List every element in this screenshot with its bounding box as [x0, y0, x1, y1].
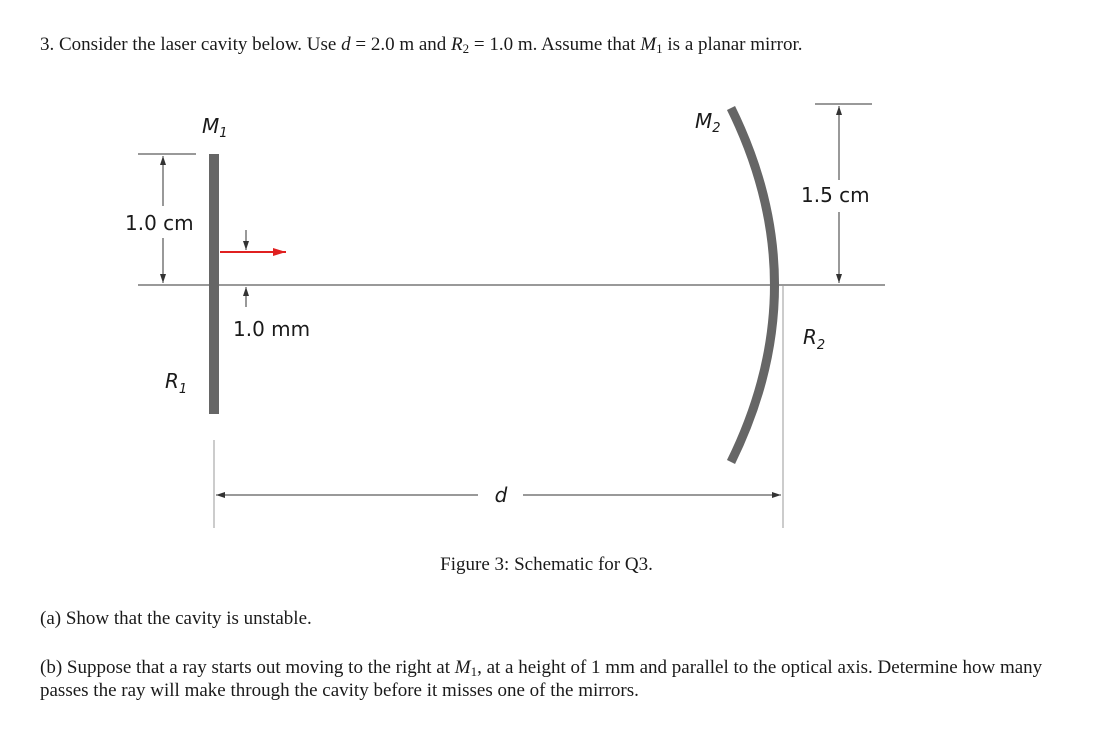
part-a [40, 608, 312, 630]
mirror-m1 [209, 154, 219, 414]
r2-value: = 1.0 m. Assume that [473, 34, 636, 55]
part-b [40, 656, 1050, 702]
m1-symbol: M [640, 34, 657, 55]
part-b-m-subscript: 1 [470, 664, 478, 679]
part-b-label: (b) [40, 657, 63, 678]
m1-label: $M_1$ [202, 114, 228, 141]
r1-label: $R_1$ [165, 369, 188, 397]
part-b-text2: , at a height of 1 mm and parallel to the optical axis. Determine how many passes the ray will make through the cavity before it misses one of the mirrors. [40, 657, 1043, 701]
part-a-label: (a) [40, 608, 62, 629]
part-b-m-symbol: M [454, 657, 471, 678]
d-value: = 2.0 m and [355, 34, 447, 55]
part-b-text1: Suppose that a ray starts out moving to the right at [66, 657, 451, 678]
caption-prefix: Figure 3: [440, 554, 510, 575]
problem-intro: Consider the laser cavity below. Use [59, 34, 337, 55]
problem-tail: is a planar mirror. [667, 34, 803, 55]
d-symbol: d [341, 34, 351, 55]
d-label: d [494, 483, 508, 507]
r2-symbol: R [451, 34, 463, 55]
problem-number: 3. [40, 34, 55, 55]
m1-height-label: 1.0 cm [125, 211, 194, 235]
ray-height-label: 1.0 mm [233, 317, 311, 341]
m1-subscript: 1 [656, 41, 663, 56]
m2-height-label: 1.5 cm [801, 183, 870, 207]
r2-label: $R_2$ [803, 325, 826, 353]
figure-caption [0, 554, 1093, 576]
r2-subscript: 2 [462, 41, 470, 56]
part-a-text: Show that the cavity is unstable. [65, 608, 312, 629]
caption-text: Schematic for Q3. [514, 554, 653, 575]
m2-label: $M_2$ [695, 109, 721, 136]
